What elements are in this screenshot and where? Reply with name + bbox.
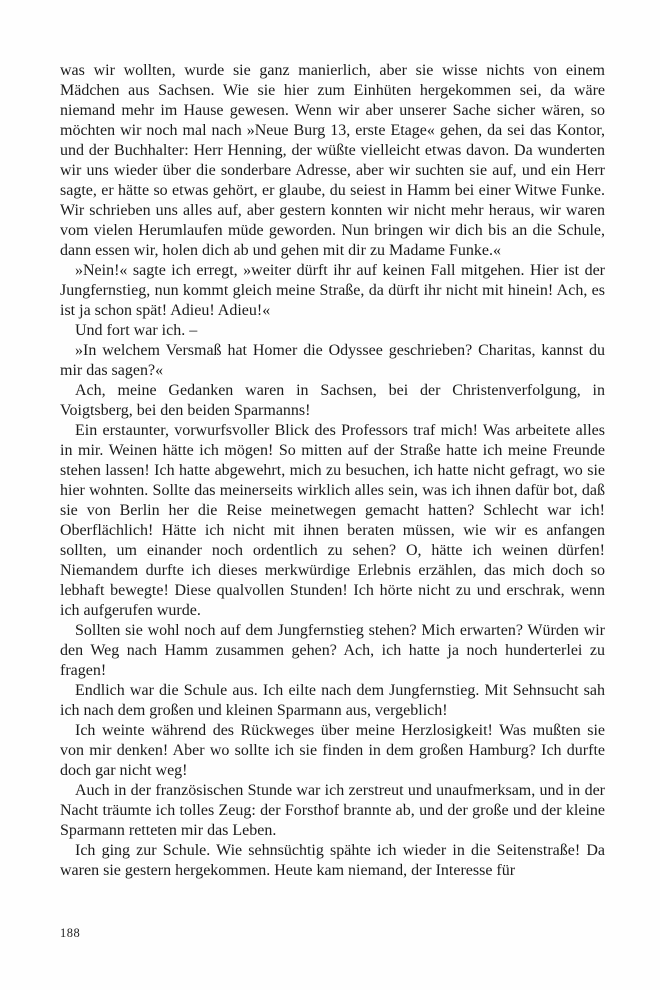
- paragraph: Ach, meine Gedanken waren in Sachsen, bei der Christenverfolgung, in Voigtsberg, bei den beiden Sparmanns!: [60, 382, 605, 419]
- paragraph: Auch in der französischen Stunde war ich zerstreut und unaufmerksam, und in der Nacht träumte ich tolles Zeug: der Forsthof brannte ab, und der große und der kleine Sparmann retteten mir das Leben.: [60, 782, 605, 839]
- paragraph: Ich weinte während des Rückweges über meine Herzlosigkeit! Was mußten sie von mir denken! Aber wo sollte ich sie finden in dem großen Hamburg? Ich durfte doch gar nicht weg!: [60, 722, 605, 779]
- body-text: [60, 61, 605, 881]
- paragraph: »Nein!« sagte ich erregt, »weiter dürft ihr auf keinen Fall mitgehen. Hier ist der Jungfernstieg, nun kommt gleich meine Straße, da dürft ihr nicht mit hinein! Ach, es ist ja schon spät! Adieu! Adieu!«: [60, 262, 605, 319]
- page-number: 188: [60, 926, 81, 940]
- paragraph: Ich ging zur Schule. Wie sehnsüchtig spähte ich wieder in die Seitenstraße! Da waren sie gestern hergekommen. Heute kam niemand, der Interesse für: [60, 842, 605, 879]
- paragraph: Und fort war ich. –: [75, 322, 198, 339]
- paragraph: Ein erstaunter, vorwurfsvoller Blick des Professors traf mich! Was arbeitete alles in mir. Weinen hätte ich mögen! So mitten auf der Straße hatte ich meine Freunde stehen lassen! Ich hatte abgewehrt, mich zu besuchen, ich hatte nicht gefragt, wo sie hier wohnten. Sollte das meinerseits wirklich alles sein, was ich ihnen dafür bot, daß sie von Berlin her die Reise meinetwegen gemacht hatten? Schlecht war ich! Oberflächlich! Hätte ich nicht mit ihnen beraten müssen, wie wir es anfangen sollten, um einander noch ordentlich zu sehen? O, hätte ich weinen dürfen! Niemandem durfte ich dieses merkwürdige Erlebnis erzählen, das mich doch so lebhaft bewegte! Diese qualvollen Stunden! Ich hörte nicht zu und erschrak, wenn ich aufgerufen wurde.: [60, 422, 605, 619]
- paragraph: was wir wollten, wurde sie ganz manierlich, aber sie wisse nichts von einem Mädchen aus Sachsen. Wie sie hier zum Einhüten hergekommen sei, da wäre niemand mehr im Hause gewesen. Wenn wir aber unserer Sache sicher wären, so möchten wir noch mal nach »Neue Burg 13, erste Etage« gehen, da sei das Kontor, und der Buchhalter: Herr Henning, der wüßte vielleicht etwas davon. Da wunderten wir uns wieder über die sonderbare Adresse, aber wir suchten sie auf, und ein Herr sagte, er hätte so etwas gehört, er glaube, du seiest in Hamm bei einer Witwe Funke. Wir schrieben uns alles auf, aber gestern konnten wir nicht mehr heraus, wir waren vom vielen Herumlaufen müde geworden. Nun bringen wir dich bis an die Schule, dann essen wir, holen dich ab und gehen mit dir zu Madame Funke.«: [60, 62, 605, 259]
- paragraph: Sollten sie wohl noch auf dem Jungfernstieg stehen? Mich erwarten? Würden wir den Weg nach Hamm zusammen gehen? Ach, ich hatte ja noch hunderterlei zu fragen!: [60, 622, 605, 679]
- paragraph: »In welchem Versmaß hat Homer die Odyssee geschrieben? Charitas, kannst du mir das sagen?«: [60, 342, 605, 379]
- paragraph: Endlich war die Schule aus. Ich eilte nach dem Jungfernstieg. Mit Sehnsucht sah ich nach dem großen und kleinen Sparmann aus, vergeblich!: [60, 682, 605, 719]
